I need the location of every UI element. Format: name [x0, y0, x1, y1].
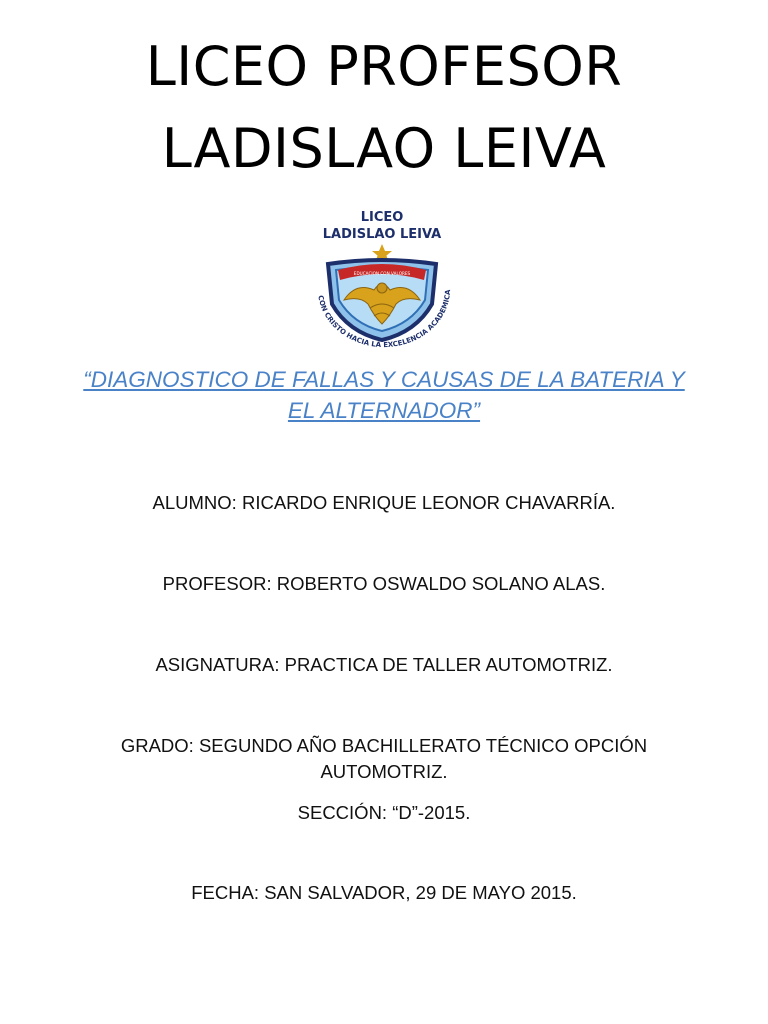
section-field: SECCIÓN: “D”-2015. [297, 802, 471, 823]
subject-line-1: “DIAGNOSTICO DE FALLAS Y CAUSAS DE LA BATERIA Y [83, 367, 685, 392]
logo-text-liceo: LICEO [360, 210, 404, 225]
logo-motto-text: CON CRISTO HACIA LA EXCELENCIA ACADEMICA [316, 289, 453, 350]
school-crest-icon [304, 204, 460, 350]
grade-line-1: GRADO: SEGUNDO AÑO BACHILLERATO TÉCNICO OPCIÓN [120, 735, 648, 756]
subject-field: ASIGNATURA: PRACTICA DE TALLER AUTOMOTRIZ. [155, 654, 613, 675]
subject-line-2: EL ALTERNADOR” [287, 398, 481, 423]
logo-text-name: LADISLAO LEIVA [322, 227, 442, 242]
page-title-line-1: LICEO PROFESOR [145, 35, 623, 98]
document-subject [24, 364, 744, 426]
date-field: FECHA: SAN SALVADOR, 29 DE MAYO 2015. [191, 882, 577, 903]
page-title-line-2: LADISLAO LEIVA [161, 117, 607, 180]
grade-line-2: AUTOMOTRIZ. [320, 761, 448, 782]
grade-field [30, 733, 738, 785]
school-logo [304, 204, 460, 350]
logo-banner-text: EDUCACION CON VALORES [353, 271, 411, 276]
teacher-field: PROFESOR: ROBERTO OSWALDO SOLANO ALAS. [162, 573, 606, 594]
student-field: ALUMNO: RICARDO ENRIQUE LEONOR CHAVARRÍA. [152, 492, 616, 513]
